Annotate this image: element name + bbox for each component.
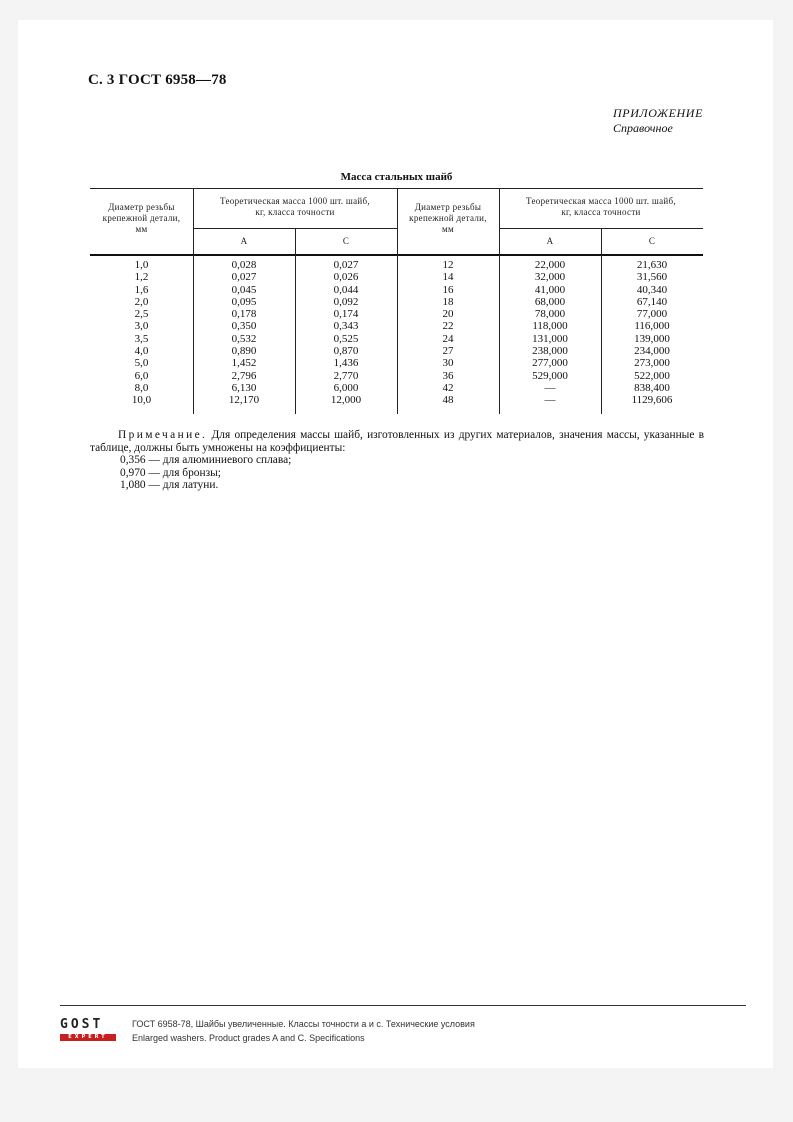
table-cell: 6,000	[333, 381, 359, 394]
table-cell: 0,350	[231, 320, 257, 333]
column-diameter-right	[397, 259, 499, 407]
table-cell: 16	[442, 283, 454, 296]
table-cell: 0,028	[231, 259, 257, 271]
table-cell: 0,027	[231, 271, 257, 284]
table-cell: 77,000	[636, 308, 668, 321]
table-cell: 18	[442, 295, 454, 308]
table-cell: 1,452	[231, 357, 257, 370]
table-cell: 67,140	[636, 295, 668, 308]
table-cell: 22,000	[534, 259, 566, 271]
logo-bottom-text: EXPERT	[60, 1034, 116, 1041]
table-cell: 0,870	[333, 345, 359, 358]
table-cell: 40,340	[636, 283, 668, 296]
table-cell: 1129,606	[631, 394, 673, 407]
table-cell: 12	[442, 259, 454, 271]
table-cell: 31,560	[636, 271, 668, 284]
table-cell: 5,0	[134, 357, 149, 370]
table-cell: 1,2	[134, 271, 149, 284]
table-cell: 78,000	[534, 308, 566, 321]
table-cell: 277,000	[532, 357, 568, 370]
column-mass-a-right	[499, 259, 601, 407]
table-cell: 0,525	[333, 332, 359, 345]
table-note	[90, 429, 704, 492]
header-grade-a-right: А	[546, 236, 554, 246]
table-cell: 24	[442, 332, 454, 345]
gost-expert-logo	[60, 1018, 116, 1041]
table-cell: 68,000	[534, 295, 566, 308]
table-cell: 0,890	[231, 345, 257, 358]
table-cell: 22	[442, 320, 454, 333]
table-cell: 131,000	[532, 332, 568, 345]
table-cell: 522,000	[634, 369, 670, 382]
table-cell: 42	[442, 381, 454, 394]
logo-top-text: GOST	[60, 1017, 104, 1032]
column-mass-c-right	[601, 259, 703, 407]
table-cell: 139,000	[634, 332, 670, 345]
note-label: Примечание.	[118, 429, 208, 441]
header-diameter-right: Диаметр резьбы крепежной детали, мм	[409, 202, 487, 234]
table-title: Масса стальных шайб	[340, 171, 453, 183]
table-cell: 1,436	[333, 357, 359, 370]
footer-rule	[60, 1005, 746, 1006]
header-grade-c-left: С	[342, 236, 350, 246]
table-cell: 27	[442, 345, 454, 358]
table-cell: 3,5	[134, 332, 149, 345]
table-cell: 0,095	[231, 295, 257, 308]
footer-text	[132, 1017, 475, 1045]
table-cell: 0,027	[333, 259, 359, 271]
table-cell: 1,0	[134, 259, 149, 271]
table-cell: 8,0	[134, 381, 149, 394]
appendix-label	[613, 106, 703, 136]
header-diameter-left: Диаметр резьбы крепежной детали, мм	[102, 202, 181, 234]
table-cell: 14	[442, 271, 454, 284]
appendix-title: ПРИЛОЖЕНИЕ	[613, 106, 703, 120]
table-cell: 6,0	[134, 369, 149, 382]
table-cell: 3,0	[134, 320, 149, 333]
table-cell: 20	[442, 308, 454, 321]
table-cell: 118,000	[532, 320, 568, 333]
header-grade-c-right: С	[648, 236, 656, 246]
table-cell: 0,092	[333, 295, 359, 308]
table-cell: 0,343	[333, 320, 359, 333]
table-cell: 234,000	[634, 345, 670, 358]
table-cell: 529,000	[532, 369, 568, 382]
page-header: С. 3 ГОСТ 6958—78	[88, 72, 227, 88]
table-cell: —	[544, 381, 556, 394]
table-cell: —	[544, 394, 556, 407]
table-cell: 0,178	[231, 308, 257, 321]
header-grade-a-left: А	[240, 236, 248, 246]
table-cell: 6,130	[231, 381, 257, 394]
header-mass-right: Теоретическая масса 1000 шт. шайб, кг, класса точности	[526, 196, 676, 217]
table-cell: 12,000	[330, 394, 362, 407]
coefficient-item: 0,970 — для бронзы;	[120, 466, 221, 479]
table-cell: 1,6	[134, 283, 149, 296]
table-cell: 2,796	[231, 369, 257, 382]
table-cell: 0,532	[231, 332, 257, 345]
table-cell: 12,170	[228, 394, 260, 407]
table-cell: 0,174	[333, 308, 359, 321]
table-cell: 36	[442, 369, 454, 382]
table-cell: 2,0	[134, 295, 149, 308]
coefficient-item: 0,356 — для алюминиевого сплава;	[120, 454, 292, 466]
table-cell: 21,630	[636, 259, 668, 271]
column-mass-a-left	[193, 259, 295, 407]
footer-line-en: Enlarged washers. Product grades A and C. Specifications	[132, 1033, 365, 1043]
column-mass-c-left	[295, 259, 397, 407]
column-diameter-left	[90, 259, 193, 407]
table-cell: 0,044	[333, 283, 359, 296]
table-cell: 116,000	[634, 320, 670, 333]
table-cell: 4,0	[134, 345, 149, 358]
table-cell: 238,000	[532, 345, 568, 358]
table-cell: 30	[442, 357, 454, 370]
table-cell: 273,000	[634, 357, 670, 370]
appendix-subtitle: Справочное	[613, 121, 673, 135]
mass-table	[90, 188, 703, 414]
table-cell: 32,000	[534, 271, 566, 284]
table-cell: 10,0	[131, 394, 152, 407]
table-cell: 2,770	[333, 369, 359, 382]
footer-line-ru: ГОСТ 6958-78, Шайбы увеличенные. Классы точности а и с. Технические условия	[132, 1019, 475, 1029]
note-text: Для определения массы шайб, изготовленных из других материалов, значения массы, указанные в таблице, должны быть умножены на коэффициенты:	[90, 429, 704, 454]
header-mass-left: Теоретическая масса 1000 шт. шайб, кг, класса точности	[220, 196, 370, 217]
table-cell: 48	[442, 394, 454, 407]
table-cell: 838,400	[634, 381, 670, 394]
coefficient-item: 1,080 — для латуни.	[120, 479, 219, 491]
table-cell: 0,026	[333, 271, 359, 284]
table-cell: 41,000	[534, 283, 566, 296]
table-cell: 0,045	[231, 283, 257, 296]
table-cell: 2,5	[134, 308, 149, 321]
